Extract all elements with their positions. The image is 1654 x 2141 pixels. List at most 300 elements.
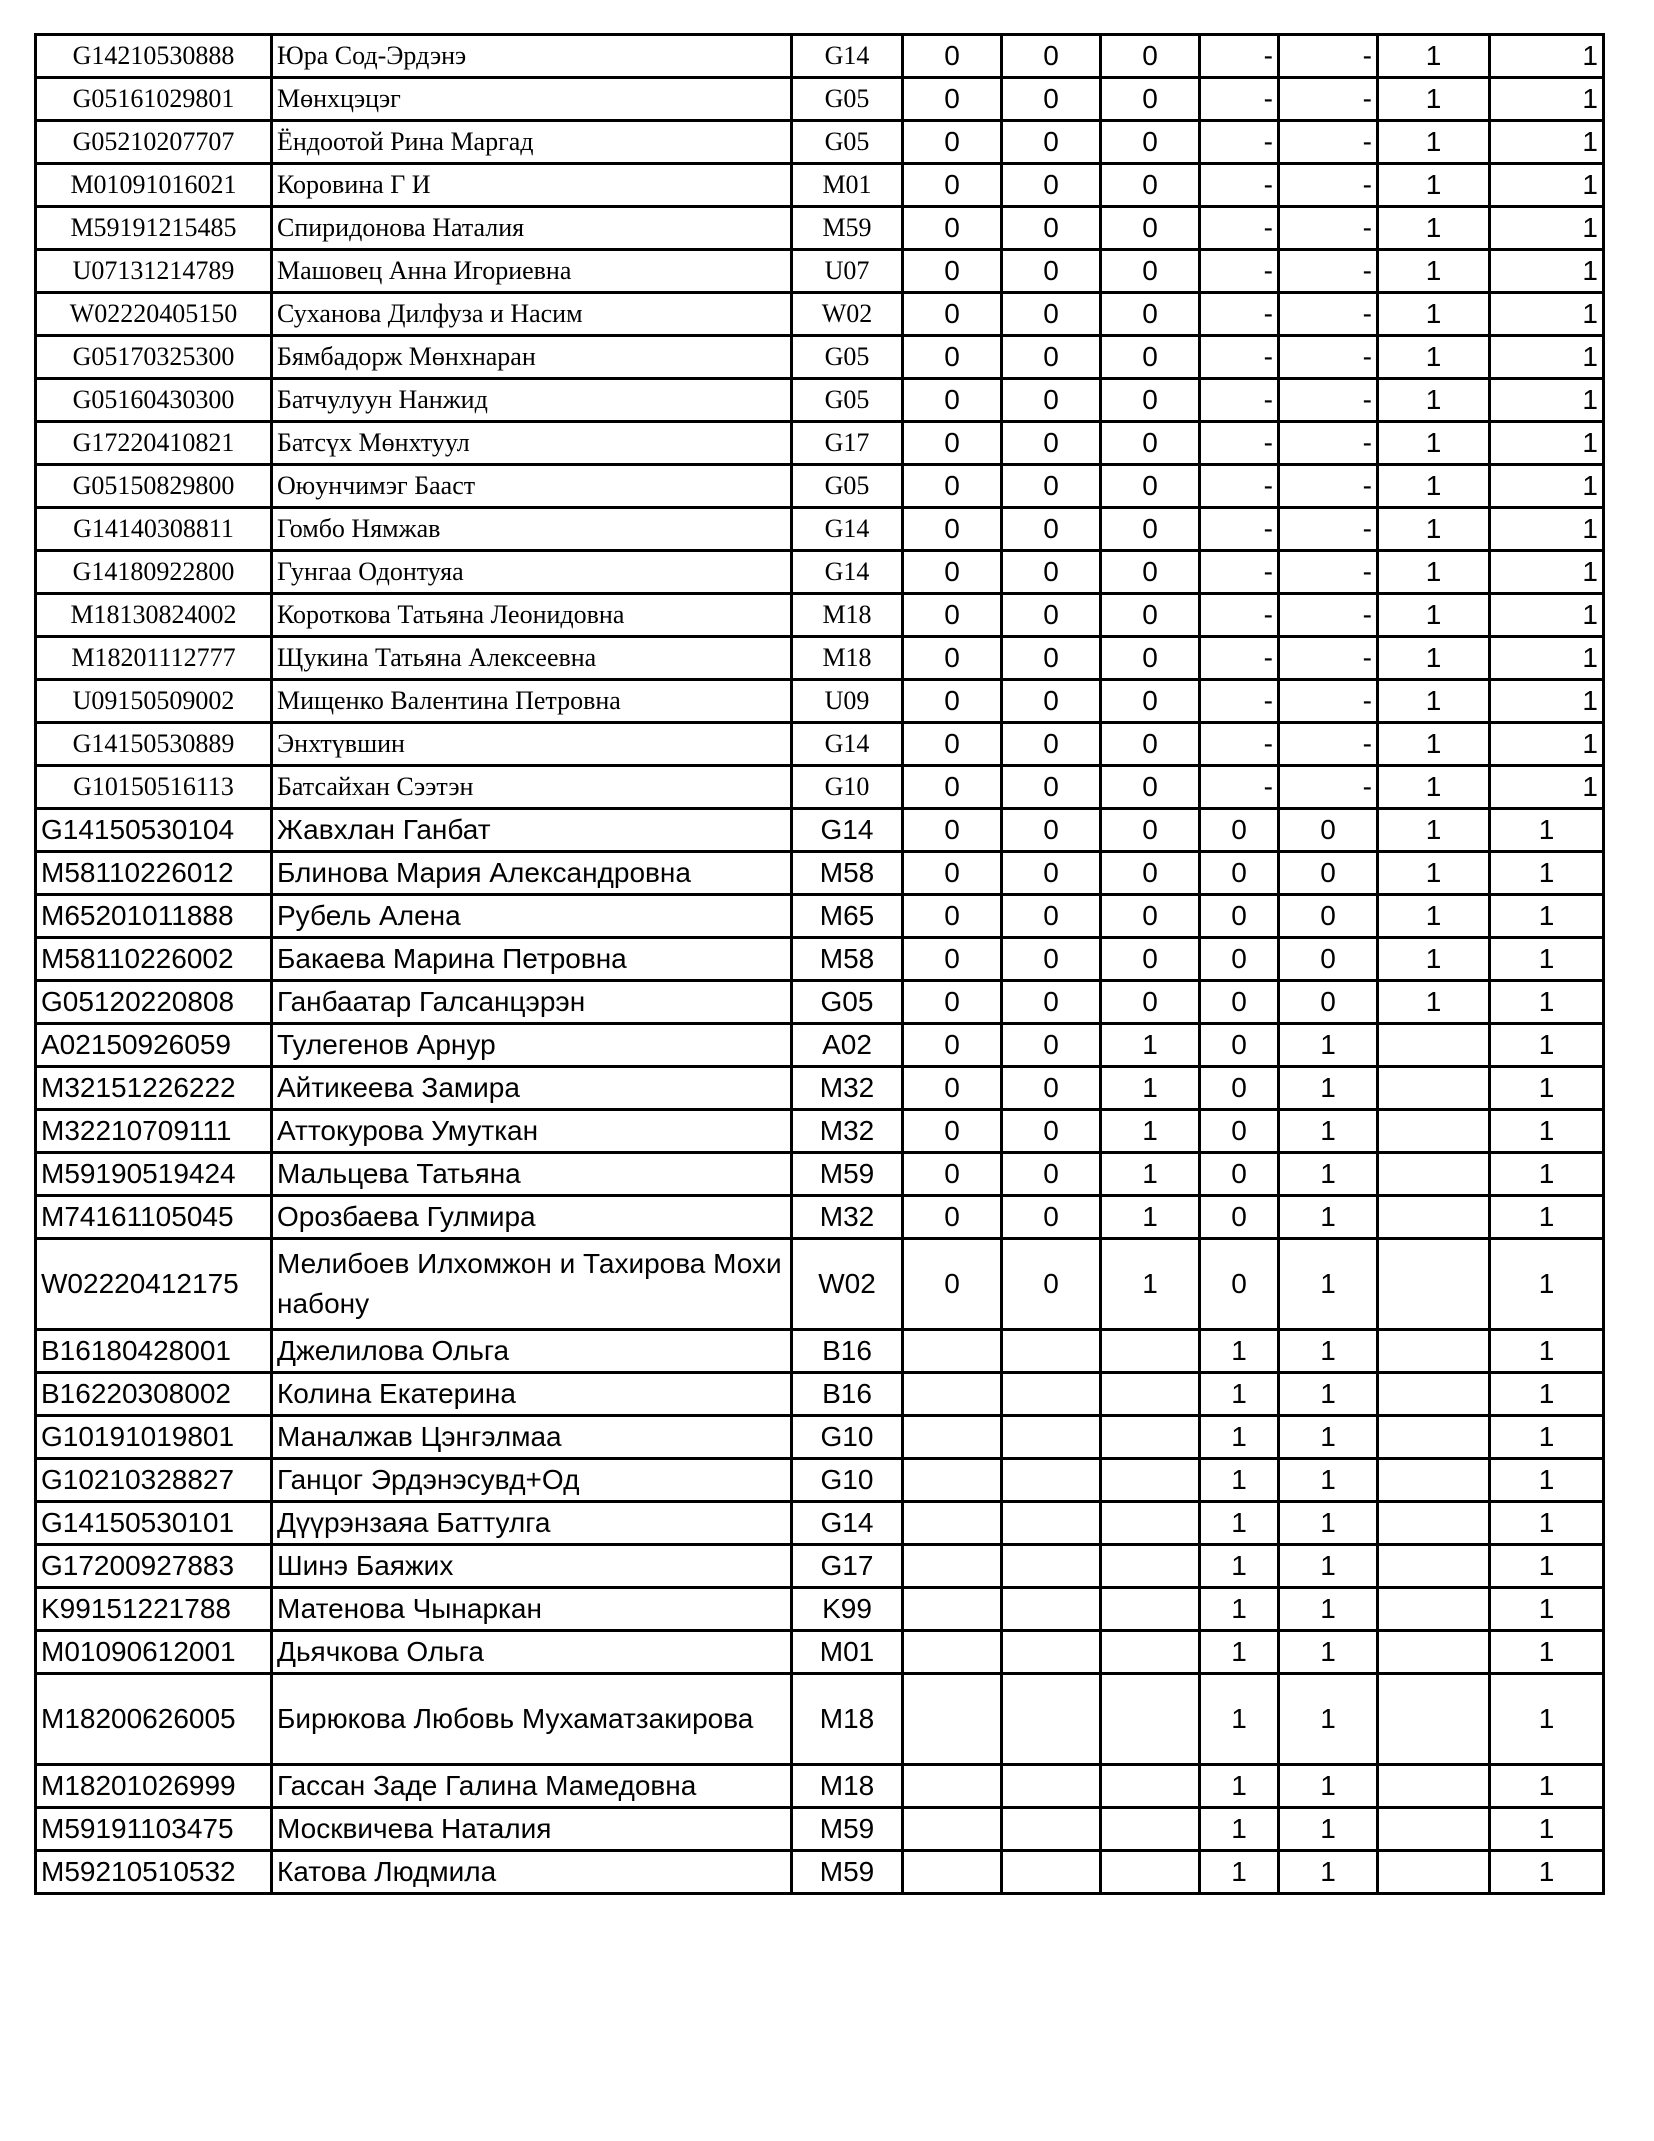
- row-value-cell-6: 1: [1378, 981, 1490, 1024]
- table-row: [36, 1153, 1604, 1196]
- table-row: [36, 1110, 1604, 1153]
- row-value-cell-2: 0: [1002, 1110, 1101, 1153]
- row-name-cell: Машовец Анна Игориевна: [272, 250, 792, 293]
- row-id-cell: G10210328827: [36, 1459, 272, 1502]
- row-name-cell: Дьячкова Ольга: [272, 1631, 792, 1674]
- row-value-cell-3: [1101, 1330, 1200, 1373]
- row-value-cell-5: 1: [1279, 1674, 1378, 1765]
- row-value-cell-5: 1: [1279, 1067, 1378, 1110]
- row-value-cell-5: -: [1279, 465, 1378, 508]
- row-value-cell-2: 0: [1002, 250, 1101, 293]
- row-code-cell: G05: [792, 78, 903, 121]
- row-name-cell: Суханова Дилфуза и Насим: [272, 293, 792, 336]
- row-value-cell-4: 0: [1200, 981, 1279, 1024]
- row-value-cell-4: 1: [1200, 1502, 1279, 1545]
- row-value-cell-2: 0: [1002, 508, 1101, 551]
- row-value-cell-1: 0: [903, 637, 1002, 680]
- row-id-cell: G05120220808: [36, 981, 272, 1024]
- row-value-cell-6: 1: [1378, 637, 1490, 680]
- row-name-cell: Энхтүвшин: [272, 723, 792, 766]
- row-value-cell-7: 1: [1490, 250, 1604, 293]
- row-value-cell-2: 0: [1002, 1153, 1101, 1196]
- row-value-cell-7: 1: [1490, 766, 1604, 809]
- row-value-cell-6: 1: [1378, 379, 1490, 422]
- row-value-cell-7: 1: [1490, 121, 1604, 164]
- row-value-cell-6: [1378, 1024, 1490, 1067]
- row-value-cell-6: 1: [1378, 594, 1490, 637]
- row-value-cell-6: 1: [1378, 207, 1490, 250]
- row-value-cell-2: 0: [1002, 809, 1101, 852]
- row-value-cell-4: -: [1200, 723, 1279, 766]
- row-name-cell: Орозбаева Гулмира: [272, 1196, 792, 1239]
- row-value-cell-5: 1: [1279, 1330, 1378, 1373]
- row-value-cell-5: -: [1279, 250, 1378, 293]
- row-code-cell: M01: [792, 1631, 903, 1674]
- row-value-cell-1: [903, 1459, 1002, 1502]
- row-value-cell-1: 0: [903, 766, 1002, 809]
- row-id-cell: G05160430300: [36, 379, 272, 422]
- row-value-cell-2: 0: [1002, 293, 1101, 336]
- row-value-cell-5: 1: [1279, 1024, 1378, 1067]
- row-name-cell: Жавхлан Ганбат: [272, 809, 792, 852]
- row-value-cell-6: 1: [1378, 336, 1490, 379]
- row-value-cell-1: 0: [903, 723, 1002, 766]
- row-value-cell-6: 1: [1378, 895, 1490, 938]
- table-row: [36, 207, 1604, 250]
- row-value-cell-4: -: [1200, 293, 1279, 336]
- table-row: [36, 465, 1604, 508]
- row-code-cell: M58: [792, 852, 903, 895]
- row-name-cell: Короткова Татьяна Леонидовна: [272, 594, 792, 637]
- table-row: [36, 78, 1604, 121]
- row-value-cell-4: 1: [1200, 1674, 1279, 1765]
- row-value-cell-5: -: [1279, 336, 1378, 379]
- row-value-cell-5: 1: [1279, 1153, 1378, 1196]
- row-value-cell-3: 1: [1101, 1239, 1200, 1330]
- row-code-cell: G05: [792, 379, 903, 422]
- row-name-cell: Коровина Г И: [272, 164, 792, 207]
- row-id-cell: M65201011888: [36, 895, 272, 938]
- row-value-cell-7: 1: [1490, 207, 1604, 250]
- row-value-cell-6: 1: [1378, 35, 1490, 78]
- row-code-cell: M65: [792, 895, 903, 938]
- row-code-cell: M32: [792, 1110, 903, 1153]
- row-value-cell-3: 0: [1101, 379, 1200, 422]
- row-value-cell-5: -: [1279, 766, 1378, 809]
- row-value-cell-2: 0: [1002, 723, 1101, 766]
- row-value-cell-7: 1: [1490, 1416, 1604, 1459]
- row-value-cell-4: 1: [1200, 1330, 1279, 1373]
- row-code-cell: B16: [792, 1373, 903, 1416]
- row-value-cell-4: 0: [1200, 1196, 1279, 1239]
- row-value-cell-4: 1: [1200, 1373, 1279, 1416]
- row-code-cell: G14: [792, 809, 903, 852]
- row-code-cell: G14: [792, 35, 903, 78]
- table-row: [36, 293, 1604, 336]
- row-value-cell-6: 1: [1378, 766, 1490, 809]
- table-row: [36, 895, 1604, 938]
- row-value-cell-1: [903, 1808, 1002, 1851]
- row-name-cell: Мищенко Валентина Петровна: [272, 680, 792, 723]
- row-name-cell: Батсүх Мөнхтуул: [272, 422, 792, 465]
- row-value-cell-6: [1378, 1588, 1490, 1631]
- row-id-cell: K99151221788: [36, 1588, 272, 1631]
- row-value-cell-5: -: [1279, 551, 1378, 594]
- row-code-cell: M01: [792, 164, 903, 207]
- row-value-cell-7: 1: [1490, 35, 1604, 78]
- row-value-cell-5: -: [1279, 121, 1378, 164]
- row-value-cell-1: 0: [903, 207, 1002, 250]
- row-value-cell-5: 1: [1279, 1196, 1378, 1239]
- row-value-cell-4: -: [1200, 508, 1279, 551]
- row-value-cell-5: 1: [1279, 1545, 1378, 1588]
- row-value-cell-7: 1: [1490, 293, 1604, 336]
- row-value-cell-2: [1002, 1674, 1101, 1765]
- row-value-cell-7: 1: [1490, 1765, 1604, 1808]
- table-row: [36, 1373, 1604, 1416]
- row-value-cell-3: 1: [1101, 1067, 1200, 1110]
- row-value-cell-5: -: [1279, 35, 1378, 78]
- table-row: [36, 852, 1604, 895]
- row-name-cell: Бямбадорж Мөнхнаран: [272, 336, 792, 379]
- row-value-cell-1: 0: [903, 1067, 1002, 1110]
- row-value-cell-4: 0: [1200, 895, 1279, 938]
- row-value-cell-5: -: [1279, 637, 1378, 680]
- row-value-cell-1: 0: [903, 1024, 1002, 1067]
- row-value-cell-1: [903, 1502, 1002, 1545]
- row-value-cell-2: 0: [1002, 465, 1101, 508]
- row-code-cell: G10: [792, 766, 903, 809]
- table-row: [36, 551, 1604, 594]
- row-value-cell-3: [1101, 1588, 1200, 1631]
- row-value-cell-6: [1378, 1545, 1490, 1588]
- table-row: [36, 1502, 1604, 1545]
- row-value-cell-1: 0: [903, 293, 1002, 336]
- row-value-cell-6: [1378, 1631, 1490, 1674]
- row-value-cell-1: 0: [903, 680, 1002, 723]
- table-row: [36, 121, 1604, 164]
- row-value-cell-4: 0: [1200, 1110, 1279, 1153]
- row-code-cell: M59: [792, 207, 903, 250]
- row-value-cell-2: 0: [1002, 121, 1101, 164]
- row-value-cell-2: 0: [1002, 766, 1101, 809]
- row-name-cell: Юра Сод-Эрдэнэ: [272, 35, 792, 78]
- table-row: [36, 1239, 1604, 1330]
- row-value-cell-4: 0: [1200, 1153, 1279, 1196]
- row-value-cell-3: [1101, 1851, 1200, 1894]
- row-value-cell-1: 0: [903, 809, 1002, 852]
- row-value-cell-3: 0: [1101, 164, 1200, 207]
- row-value-cell-3: [1101, 1459, 1200, 1502]
- row-value-cell-3: 0: [1101, 207, 1200, 250]
- row-id-cell: W02220412175: [36, 1239, 272, 1330]
- row-value-cell-6: 1: [1378, 551, 1490, 594]
- row-value-cell-4: 0: [1200, 938, 1279, 981]
- row-name-cell: Катова Людмила: [272, 1851, 792, 1894]
- row-value-cell-7: 1: [1490, 422, 1604, 465]
- row-value-cell-5: 1: [1279, 1459, 1378, 1502]
- row-value-cell-3: 0: [1101, 680, 1200, 723]
- row-code-cell: G05: [792, 336, 903, 379]
- row-value-cell-6: [1378, 1674, 1490, 1765]
- row-value-cell-4: -: [1200, 78, 1279, 121]
- row-value-cell-6: 1: [1378, 852, 1490, 895]
- row-value-cell-3: 0: [1101, 293, 1200, 336]
- row-id-cell: M32210709111: [36, 1110, 272, 1153]
- row-value-cell-7: 1: [1490, 637, 1604, 680]
- row-value-cell-5: 1: [1279, 1631, 1378, 1674]
- row-value-cell-2: 0: [1002, 35, 1101, 78]
- row-id-cell: M59190519424: [36, 1153, 272, 1196]
- row-value-cell-2: [1002, 1588, 1101, 1631]
- row-value-cell-7: 1: [1490, 1110, 1604, 1153]
- table-row: [36, 809, 1604, 852]
- row-value-cell-3: [1101, 1502, 1200, 1545]
- row-value-cell-3: 0: [1101, 809, 1200, 852]
- row-value-cell-4: -: [1200, 250, 1279, 293]
- row-value-cell-4: 1: [1200, 1851, 1279, 1894]
- row-value-cell-7: 1: [1490, 1024, 1604, 1067]
- row-code-cell: A02: [792, 1024, 903, 1067]
- row-value-cell-2: [1002, 1373, 1101, 1416]
- table-row: [36, 1416, 1604, 1459]
- row-value-cell-2: 0: [1002, 379, 1101, 422]
- table-row: [36, 938, 1604, 981]
- table-row: [36, 164, 1604, 207]
- row-value-cell-2: 0: [1002, 680, 1101, 723]
- row-value-cell-7: 1: [1490, 164, 1604, 207]
- row-name-cell: Батчулуун Нанжид: [272, 379, 792, 422]
- row-value-cell-5: -: [1279, 379, 1378, 422]
- row-code-cell: G10: [792, 1416, 903, 1459]
- row-value-cell-3: 0: [1101, 35, 1200, 78]
- table-row: [36, 1330, 1604, 1373]
- row-id-cell: M18130824002: [36, 594, 272, 637]
- row-value-cell-3: 1: [1101, 1153, 1200, 1196]
- row-value-cell-6: 1: [1378, 723, 1490, 766]
- table-row: [36, 508, 1604, 551]
- row-code-cell: W02: [792, 293, 903, 336]
- table-row: [36, 594, 1604, 637]
- row-value-cell-1: 0: [903, 551, 1002, 594]
- row-code-cell: M18: [792, 1765, 903, 1808]
- row-value-cell-4: -: [1200, 164, 1279, 207]
- row-code-cell: M59: [792, 1808, 903, 1851]
- row-code-cell: G14: [792, 1502, 903, 1545]
- row-value-cell-5: -: [1279, 207, 1378, 250]
- row-value-cell-6: [1378, 1330, 1490, 1373]
- row-id-cell: M18201112777: [36, 637, 272, 680]
- table-row: [36, 723, 1604, 766]
- row-value-cell-2: 0: [1002, 637, 1101, 680]
- row-value-cell-3: 0: [1101, 594, 1200, 637]
- row-value-cell-4: -: [1200, 551, 1279, 594]
- row-id-cell: M01090612001: [36, 1631, 272, 1674]
- row-value-cell-4: -: [1200, 207, 1279, 250]
- row-value-cell-6: [1378, 1153, 1490, 1196]
- row-value-cell-7: 1: [1490, 1373, 1604, 1416]
- row-value-cell-4: 0: [1200, 809, 1279, 852]
- row-value-cell-4: 1: [1200, 1459, 1279, 1502]
- row-value-cell-3: [1101, 1545, 1200, 1588]
- row-value-cell-5: -: [1279, 723, 1378, 766]
- row-name-cell: Батсайхан Сээтэн: [272, 766, 792, 809]
- row-value-cell-2: 0: [1002, 422, 1101, 465]
- row-value-cell-7: 1: [1490, 723, 1604, 766]
- row-code-cell: K99: [792, 1588, 903, 1631]
- row-value-cell-7: 1: [1490, 1239, 1604, 1330]
- row-id-cell: M59191215485: [36, 207, 272, 250]
- row-value-cell-3: [1101, 1416, 1200, 1459]
- row-value-cell-2: 0: [1002, 1196, 1101, 1239]
- table-row: [36, 336, 1604, 379]
- row-value-cell-6: [1378, 1502, 1490, 1545]
- row-value-cell-4: 1: [1200, 1808, 1279, 1851]
- row-name-cell: Мальцева Татьяна: [272, 1153, 792, 1196]
- row-value-cell-5: -: [1279, 164, 1378, 207]
- row-value-cell-5: -: [1279, 78, 1378, 121]
- row-value-cell-2: [1002, 1765, 1101, 1808]
- row-code-cell: M32: [792, 1067, 903, 1110]
- row-value-cell-3: 0: [1101, 723, 1200, 766]
- row-value-cell-7: 1: [1490, 1067, 1604, 1110]
- row-code-cell: G05: [792, 465, 903, 508]
- row-id-cell: U09150509002: [36, 680, 272, 723]
- row-name-cell: Ганбаатар Галсанцэрэн: [272, 981, 792, 1024]
- row-value-cell-1: [903, 1631, 1002, 1674]
- row-code-cell: G14: [792, 723, 903, 766]
- row-value-cell-3: 0: [1101, 895, 1200, 938]
- row-value-cell-7: 1: [1490, 895, 1604, 938]
- row-value-cell-7: 1: [1490, 1674, 1604, 1765]
- table-row: [36, 1067, 1604, 1110]
- row-value-cell-1: 0: [903, 1110, 1002, 1153]
- row-value-cell-5: 1: [1279, 1502, 1378, 1545]
- row-value-cell-6: 1: [1378, 809, 1490, 852]
- row-value-cell-2: [1002, 1545, 1101, 1588]
- table-row: [36, 1631, 1604, 1674]
- row-id-cell: B16220308002: [36, 1373, 272, 1416]
- row-name-cell: Джелилова Ольга: [272, 1330, 792, 1373]
- row-value-cell-1: 0: [903, 379, 1002, 422]
- row-value-cell-6: [1378, 1459, 1490, 1502]
- row-value-cell-5: -: [1279, 508, 1378, 551]
- table-row: [36, 1196, 1604, 1239]
- row-value-cell-7: 1: [1490, 1808, 1604, 1851]
- table-row: [36, 1851, 1604, 1894]
- row-name-cell: Аттокурова Умуткан: [272, 1110, 792, 1153]
- row-name-cell: Шинэ Баяжих: [272, 1545, 792, 1588]
- table-row: [36, 1545, 1604, 1588]
- row-value-cell-1: [903, 1674, 1002, 1765]
- row-value-cell-7: 1: [1490, 1588, 1604, 1631]
- row-name-cell: Колина Екатерина: [272, 1373, 792, 1416]
- row-value-cell-1: 0: [903, 895, 1002, 938]
- row-value-cell-7: 1: [1490, 78, 1604, 121]
- row-value-cell-5: -: [1279, 422, 1378, 465]
- row-value-cell-2: 0: [1002, 1067, 1101, 1110]
- row-value-cell-3: 0: [1101, 637, 1200, 680]
- row-value-cell-2: 0: [1002, 1024, 1101, 1067]
- row-value-cell-4: -: [1200, 680, 1279, 723]
- row-value-cell-7: 1: [1490, 508, 1604, 551]
- row-value-cell-1: [903, 1588, 1002, 1631]
- row-value-cell-2: 0: [1002, 594, 1101, 637]
- row-value-cell-4: -: [1200, 379, 1279, 422]
- row-value-cell-2: [1002, 1631, 1101, 1674]
- row-value-cell-7: 1: [1490, 981, 1604, 1024]
- row-value-cell-6: [1378, 1765, 1490, 1808]
- row-value-cell-6: 1: [1378, 293, 1490, 336]
- row-name-cell: Рубель Алена: [272, 895, 792, 938]
- row-code-cell: B16: [792, 1330, 903, 1373]
- row-value-cell-5: -: [1279, 594, 1378, 637]
- row-value-cell-3: 0: [1101, 551, 1200, 594]
- row-name-cell: Гассан Заде Галина Мамедовна: [272, 1765, 792, 1808]
- row-id-cell: G10191019801: [36, 1416, 272, 1459]
- row-value-cell-1: 0: [903, 508, 1002, 551]
- table-row: [36, 766, 1604, 809]
- row-value-cell-6: [1378, 1373, 1490, 1416]
- row-value-cell-2: 0: [1002, 336, 1101, 379]
- row-value-cell-2: 0: [1002, 938, 1101, 981]
- table-row: [36, 637, 1604, 680]
- row-value-cell-2: 0: [1002, 78, 1101, 121]
- row-name-cell: Мөнхцэцэг: [272, 78, 792, 121]
- row-value-cell-7: 1: [1490, 852, 1604, 895]
- row-name-cell: Спиридонова Наталия: [272, 207, 792, 250]
- row-value-cell-7: 1: [1490, 1196, 1604, 1239]
- row-value-cell-7: 1: [1490, 1545, 1604, 1588]
- row-id-cell: G14180922800: [36, 551, 272, 594]
- row-id-cell: G14150530889: [36, 723, 272, 766]
- row-value-cell-3: 0: [1101, 336, 1200, 379]
- table-body: [36, 35, 1604, 1894]
- row-value-cell-2: 0: [1002, 551, 1101, 594]
- row-value-cell-3: [1101, 1373, 1200, 1416]
- row-value-cell-7: 1: [1490, 336, 1604, 379]
- row-value-cell-1: 0: [903, 938, 1002, 981]
- row-value-cell-4: 0: [1200, 1024, 1279, 1067]
- row-value-cell-3: 0: [1101, 422, 1200, 465]
- row-value-cell-7: 1: [1490, 594, 1604, 637]
- row-id-cell: G05210207707: [36, 121, 272, 164]
- row-value-cell-1: 0: [903, 336, 1002, 379]
- row-value-cell-1: [903, 1545, 1002, 1588]
- row-value-cell-5: 1: [1279, 1765, 1378, 1808]
- row-id-cell: B16180428001: [36, 1330, 272, 1373]
- table-row: [36, 35, 1604, 78]
- row-code-cell: M32: [792, 1196, 903, 1239]
- row-id-cell: G17200927883: [36, 1545, 272, 1588]
- row-code-cell: G17: [792, 1545, 903, 1588]
- row-value-cell-7: 1: [1490, 465, 1604, 508]
- row-value-cell-6: [1378, 1416, 1490, 1459]
- row-value-cell-7: 1: [1490, 1153, 1604, 1196]
- row-value-cell-5: 1: [1279, 1808, 1378, 1851]
- row-value-cell-4: -: [1200, 766, 1279, 809]
- row-code-cell: M18: [792, 594, 903, 637]
- row-value-cell-1: 0: [903, 594, 1002, 637]
- row-name-cell: Матенова Чынаркан: [272, 1588, 792, 1631]
- row-code-cell: U07: [792, 250, 903, 293]
- row-value-cell-5: 1: [1279, 1851, 1378, 1894]
- row-value-cell-4: 0: [1200, 1239, 1279, 1330]
- row-value-cell-3: 1: [1101, 1024, 1200, 1067]
- row-value-cell-2: 0: [1002, 164, 1101, 207]
- row-id-cell: M01091016021: [36, 164, 272, 207]
- table-row: [36, 1808, 1604, 1851]
